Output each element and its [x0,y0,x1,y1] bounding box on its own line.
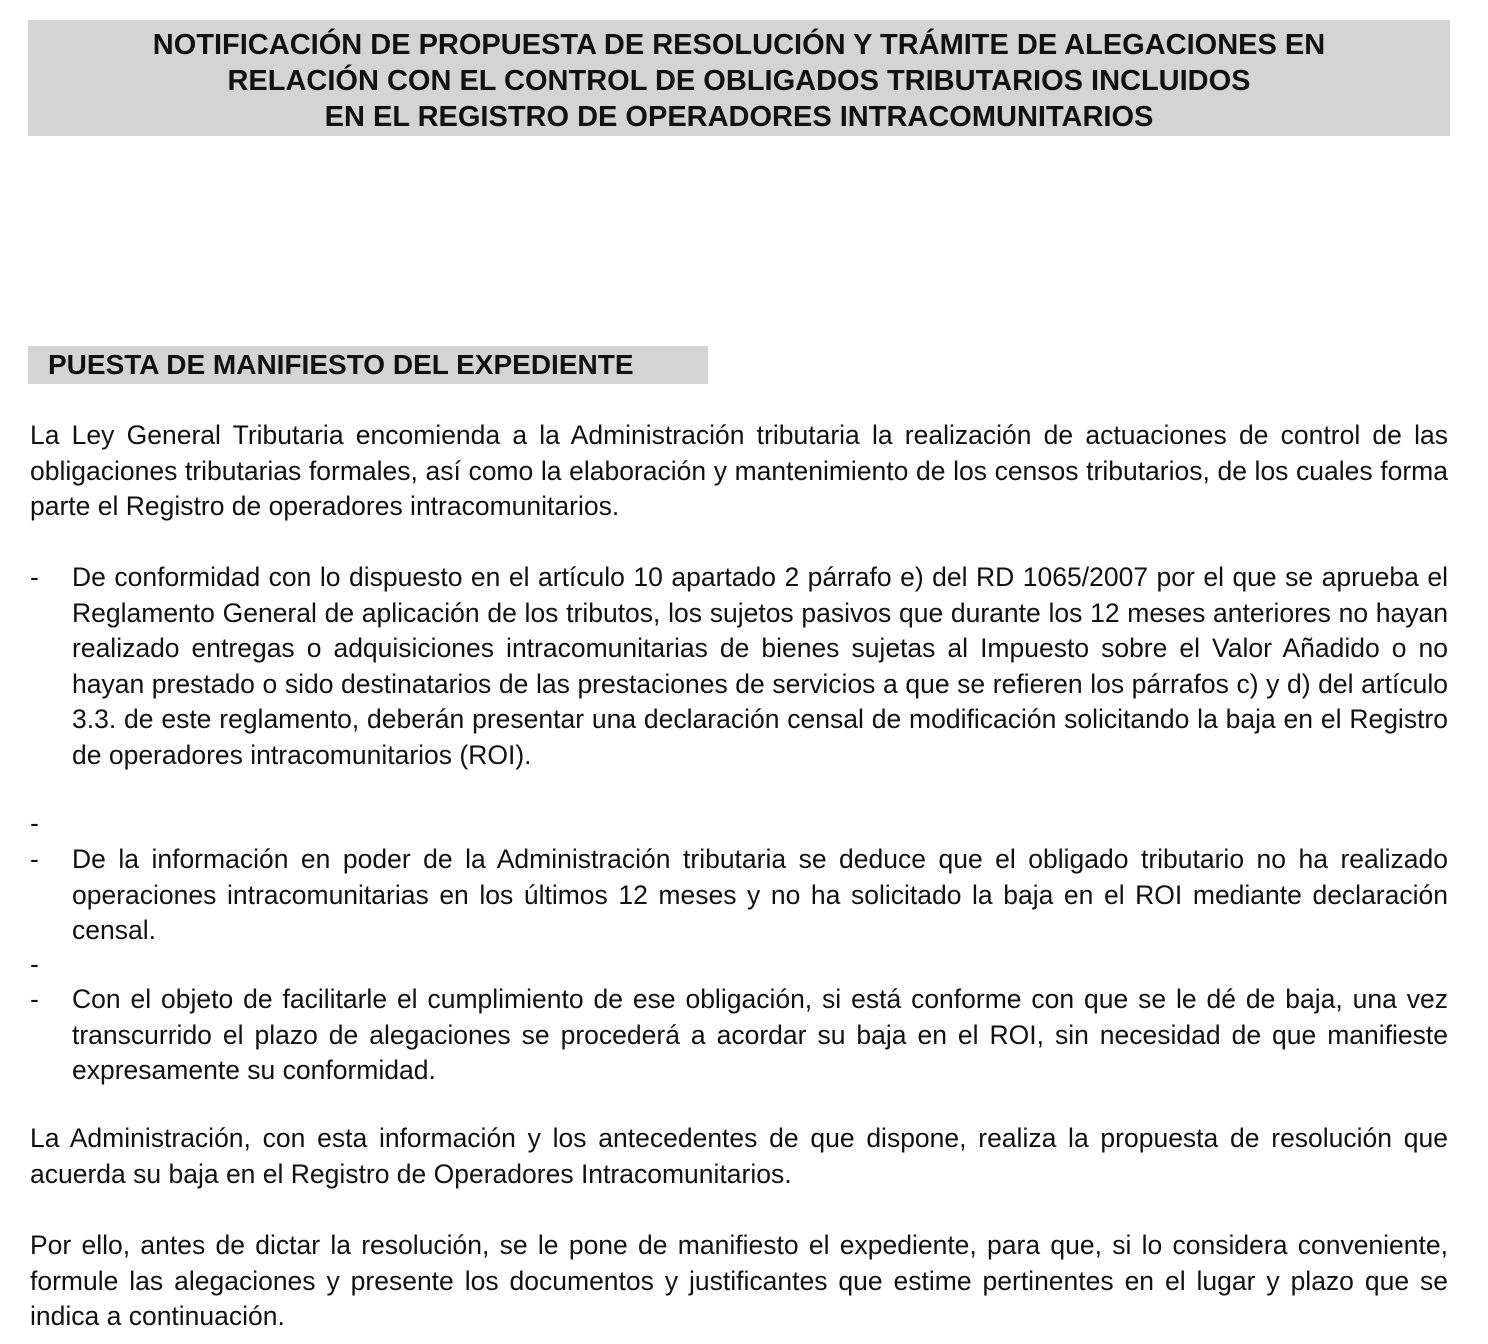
bullet-dash: - [30,562,39,592]
document-title-line-2: RELACIÓN CON EL CONTROL DE OBLIGADOS TRIBUTARIOS INCLUIDOS [227,65,1251,97]
section-heading: PUESTA DE MANIFIESTO DEL EXPEDIENTE [28,346,708,384]
document-title-line-3: EN EL REGISTRO DE OPERADORES INTRACOMUNITARIOS [324,101,1154,133]
empty-bullet-dash: - [30,949,39,979]
document-title-box [28,20,1450,136]
intro-paragraph: La Ley General Tributaria encomienda a la Administración tributaria la realización de actuaciones de control de las obligaciones tributarias formales, así como la elaboración y mantenimiento de los censos tributarios, de los cuales forma parte el Registro de operadores intracomunitarios. [30,420,1448,521]
bullet-item-2 [30,842,1448,949]
closing-paragraph-2: Por ello, antes de dictar la resolución, se le pone de manifiesto el expediente, para que, si lo considera conveniente, formule las alegaciones y presente los documentos y justificantes que estime pertinentes en el lugar y plazo que se indica a continuación. [30,1230,1448,1331]
document-title-line-1: NOTIFICACIÓN DE PROPUESTA DE RESOLUCIÓN Y TRÁMITE DE ALEGACIONES EN [152,29,1326,61]
closing-paragraph-1: La Administración, con esta información y los antecedentes de que dispone, realiza la propuesta de resolución que acuerda su baja en el Registro de Operadores Intracomunitarios. [30,1123,1448,1189]
bullet-item-1 [30,560,1448,773]
bullet-text-1: De conformidad con lo dispuesto en el artículo 10 apartado 2 párrafo e) del RD 1065/2007 por el que se aprueba el Reglamento General de aplicación de los tributos, los sujetos pasivos que durante los 12 meses anteriores no hayan realizado entregas o adquisiciones intracomunitarias de bienes sujetas al Impuesto sobre el Valor Añadido o no hayan prestado o sido destinatarios de las prestaciones de servicios a que se refieren los párrafos c) y d) del artículo 3.3. de este reglamento, deberán presentar una declaración censal de modificación solicitando la baja en el Registro de operadores intracomunitarios (ROI). [72,562,1448,770]
bullet-text-3: Con el objeto de facilitarle el cumplimiento de ese obligación, si está conforme con que se le dé de baja, una vez transcurrido el plazo de alegaciones se procederá a acordar su baja en el ROI, sin necesidad de que manifieste expresamente su conformidad. [72,984,1448,1085]
empty-bullet-dash: - [30,808,39,838]
bullet-item-3 [30,982,1448,1089]
bullet-dash: - [30,984,39,1014]
bullet-dash: - [30,844,39,874]
bullet-text-2: De la información en poder de la Administración tributaria se deduce que el obligado tributario no ha realizado operaciones intracomunitarias en los últimos 12 meses y no ha solicitado la baja en el ROI mediante declaración censal. [72,844,1448,945]
